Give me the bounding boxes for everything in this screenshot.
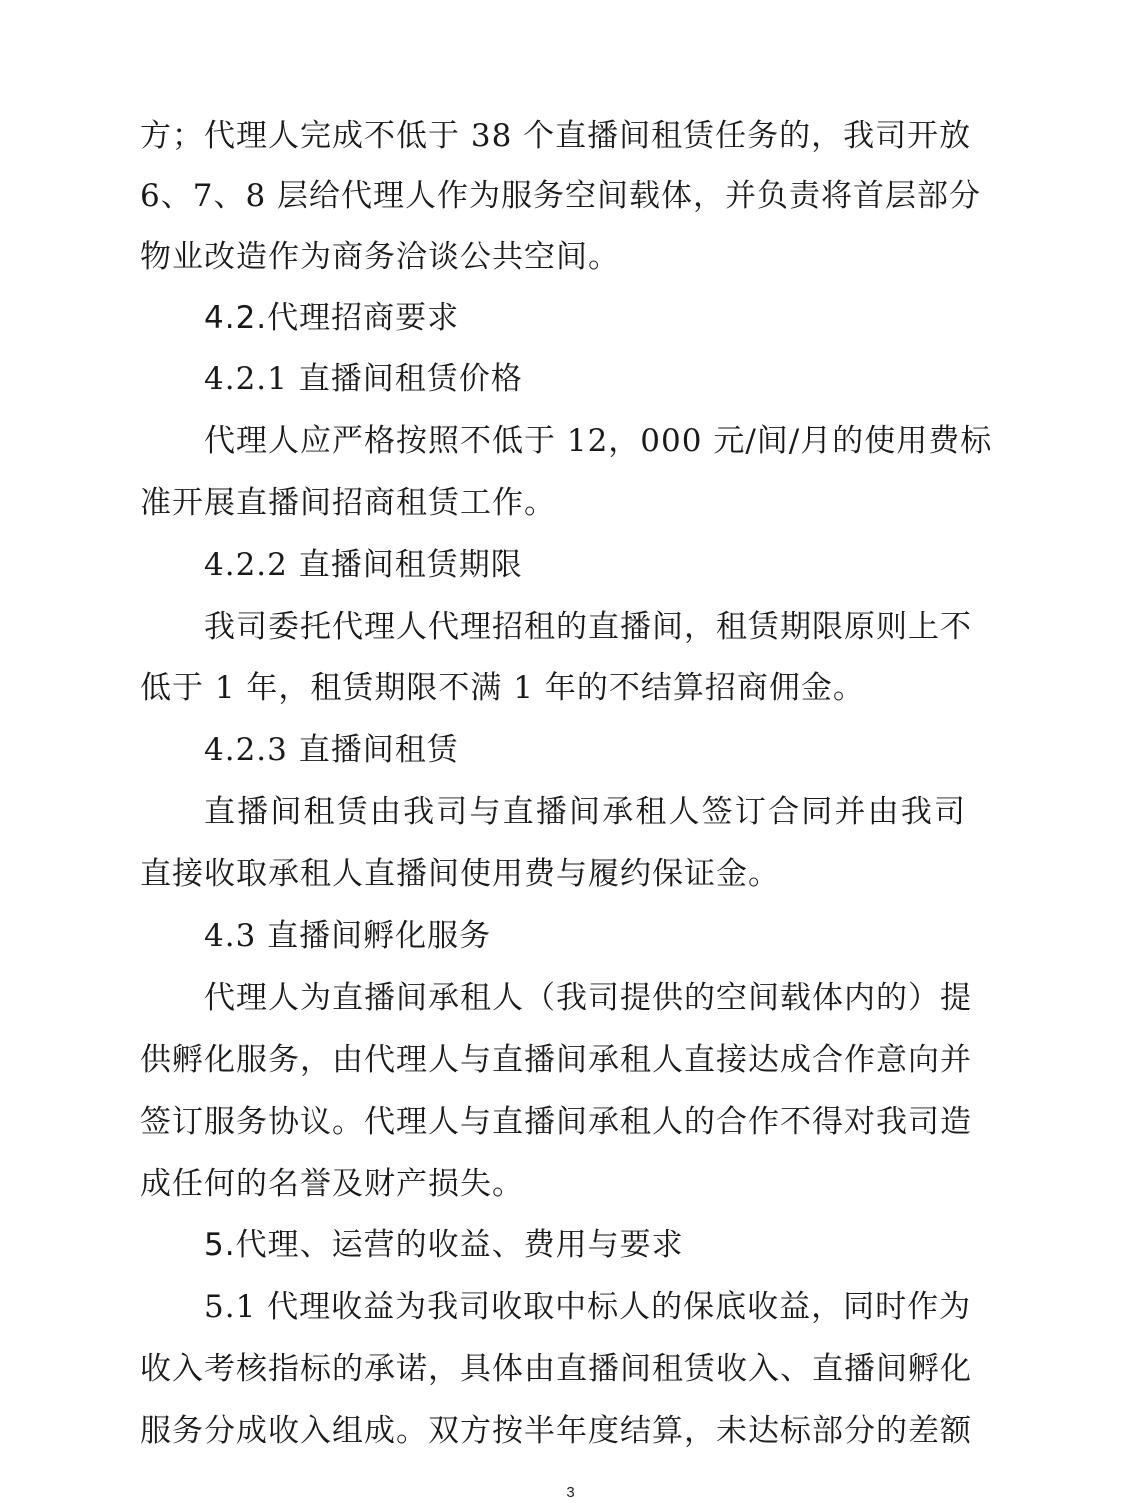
paragraph-line: 准开展直播间招商租赁工作。 (140, 485, 556, 521)
paragraph-line: 代理人应严格按照不低于 12，000 元/间/月的使用费标 (204, 423, 993, 459)
paragraph-line: 供孵化服务，由代理人与直播间承租人直接达成合作意向并 (140, 1042, 972, 1078)
paragraph-line: 收入考核指标的承诺，具体由直播间租赁收入、直播间孵化 (140, 1351, 972, 1387)
paragraph-line: 方；代理人完成不低于 38 个直播间租赁任务的，我司开放 (140, 118, 972, 154)
paragraph-line: 直播间租赁由我司与直播间承租人签订合同并由我司 (204, 794, 966, 830)
subsection-heading: 4.2.3 直播间租赁 (204, 732, 459, 768)
paragraph-line: 服务分成收入组成。双方按半年度结算，未达标部分的差额 (140, 1413, 972, 1449)
subsection-heading: 4.3 直播间孵化服务 (204, 918, 492, 954)
paragraph-line: 成任何的名誉及财产损失。 (140, 1166, 524, 1202)
paragraph-line: 5.1 代理收益为我司收取中标人的保底收益，同时作为 (204, 1289, 972, 1325)
paragraph-line: 代理人为直播间承租人（我司提供的空间载体内的）提 (204, 980, 972, 1016)
section-heading: 4.2.代理招商要求 (204, 300, 460, 336)
section-heading: 5.代理、运营的收益、费用与要求 (204, 1227, 684, 1263)
subsection-heading: 4.2.1 直播间租赁价格 (204, 361, 523, 397)
paragraph-line: 签订服务协议。代理人与直播间承租人的合作不得对我司造 (140, 1104, 972, 1140)
paragraph-line: 直接收取承租人直播间使用费与履约保证金。 (140, 856, 780, 892)
paragraph-line: 物业改造作为商务洽谈公共空间。 (140, 239, 620, 275)
paragraph-line: 我司委托代理人代理招租的直播间，租赁期限原则上不 (204, 609, 972, 645)
paragraph-line: 低于 1 年，租赁期限不满 1 年的不结算招商佣金。 (140, 670, 865, 706)
page-number: 3 (566, 1484, 575, 1501)
paragraph-line: 6、7、8 层给代理人作为服务空间载体，并负责将首层部分 (140, 178, 982, 214)
subsection-heading: 4.2.2 直播间租赁期限 (204, 547, 523, 583)
